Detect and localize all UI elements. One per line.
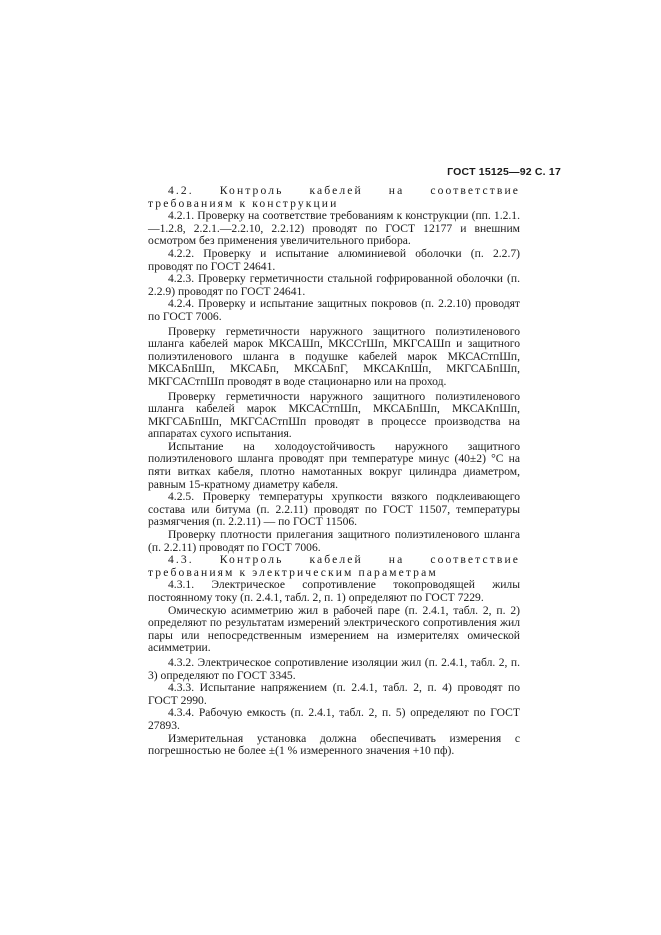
document-body [148,185,520,758]
section-number: 4.3. [168,553,194,567]
section-heading-4-3 [148,554,520,579]
paragraph-asymmetry: Омическую асимметрию жил в рабочей паре (п. 2.4.1, табл. 2, п. 2) определяют по результатам измерений электрического сопротивления жил пары или непосредственным измерением на измерителях омической асимметрии. [148,603,520,655]
paragraph-4-2-4: 4.2.4. Проверку и испытание защитных покровов (п. 2.2.10) проводят по ГОСТ 7006. [148,297,520,323]
section-title: Контроль кабелей на соответствие требованиям к электрическим параметрам [148,553,520,579]
paragraph-4-3-4: 4.3.4. Рабочую емкость (п. 2.4.1, табл. 2, п. 5) определяют по ГОСТ 27893. [148,706,520,732]
paragraph-4-2-5: 4.2.5. Проверку температуры хрупкости вязкого подклеивающего состава или битума (п. 2.2.11) проводят по ГОСТ 11507, температуры размягчения (п. 2.2.11) — по ГОСТ 11506. [148,490,520,529]
paragraph-measurement: Измерительная установка должна обеспечивать измерения с погрешностью не более ±(1 % измеренного значения +10 пф). [148,731,520,758]
paragraph-4-2-3: 4.2.3. Проверку герметичности стальной гофрированной оболочки (п. 2.2.9) проводят по ГОСТ 24641. [148,272,520,298]
section-number: 4.2. [168,184,194,197]
paragraph-4-3-2: 4.3.2. Электрическое сопротивление изоляции жил (п. 2.4.1, табл. 2, п. 3) определяют по ГОСТ 3345. [148,655,520,682]
paragraph-cold-resistance: Испытание на холодоустойчивость наружного защитного полиэтиленового шланга проводят при температуре минус (40±2) °С на пяти витках кабеля, плотно намотанных вокруг цилиндра диаметром, равным 15-кратному диаметру кабеля. [148,439,520,491]
section-heading-4-2 [148,185,520,210]
paragraph-4-2-1: 4.2.1. Проверку на соответствие требованиям к конструкции (пп. 1.2.1.—1.2.8, 2.2.1.—2.2.10, 2.2.12) проводят по ГОСТ 12177 и внешним осмотром без применения увеличительного прибора. [148,209,520,248]
paragraph-hermetic-2: Проверку герметичности наружного защитного полиэтиленового шланга кабелей марок МКСАСтпШп, МКСАБпШп, МКСАКпШп, МКГСАБпШп, МКГСАСтпШп проводят в процессе производства на аппаратах сухого испытания. [148,389,520,441]
running-header: ГОСТ 15125—92 С. 17 [447,166,561,178]
paragraph-adhesion: Проверку плотности прилегания защитного полиэтиленового шланга (п. 2.2.11) проводят по ГОСТ 7006. [148,528,520,554]
paragraph-4-2-2: 4.2.2. Проверку и испытание алюминиевой оболочки (п. 2.2.7) проводят по ГОСТ 24641. [148,246,520,273]
paragraph-hermetic-1: Проверку герметичности наружного защитного полиэтиленового шланга кабелей марок МКСАШп, МКССтШп, МКГСАШп и защитного полиэтиленового шланга в подушке кабелей марок МКСАСтпШп, МКСАБпШп, МКСАБп, МКСАБпГ, МКСАКпШп, МКГСАБпШп, МКГСАСтпШп проводят в воде стационарно или на проход. [148,324,520,388]
paragraph-4-3-3: 4.3.3. Испытание напряжением (п. 2.4.1, табл. 2, п. 4) проводят по ГОСТ 2990. [148,681,520,707]
paragraph-4-3-1: 4.3.1. Электрическое сопротивление токопроводящей жилы постоянному току (п. 2.4.1, табл. 2, п. 1) определяют по ГОСТ 7229. [148,578,520,604]
section-title: Контроль кабелей на соответствие требованиям к конструкции [148,184,520,210]
